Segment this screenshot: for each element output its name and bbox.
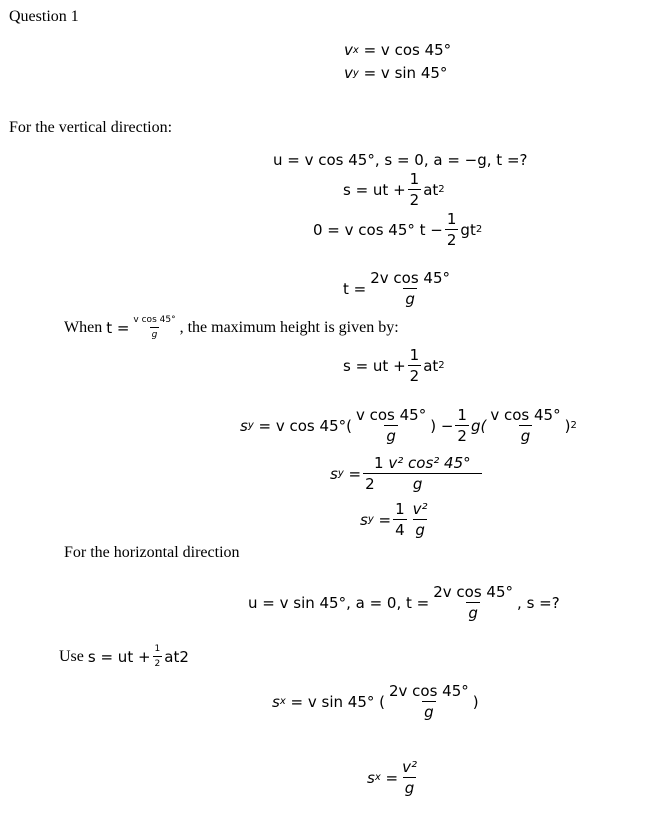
sy2-num-tail: v² cos² 45° <box>388 454 471 472</box>
sy3-f1-den: 4 <box>395 521 405 539</box>
sy1-f1-num: v cos 45° <box>355 406 427 424</box>
sy-equation-3 <box>360 502 432 538</box>
t-lhs: t = <box>343 279 367 298</box>
sy1-fraction-1 <box>354 408 428 444</box>
eq1-rhs: at <box>423 180 439 199</box>
sy1-g: g( <box>470 416 487 435</box>
sy1-f3-num: v cos 45° <box>490 406 561 424</box>
mh-eq-rhs: at <box>423 356 439 375</box>
sy1-mid: = v cos 45°( <box>258 416 352 435</box>
sy-equation-2 <box>330 456 484 492</box>
sx1-mid: = v sin 45° ( <box>290 692 385 711</box>
sy3-subscript: y <box>367 514 374 525</box>
sy2-numerator <box>372 456 473 473</box>
max-height-text: , the maximum height is given by: <box>179 319 399 336</box>
vertical-eq1 <box>343 172 445 208</box>
vx-equation <box>344 43 451 58</box>
sx1-symbol: s <box>272 692 280 711</box>
vertical-eq2 <box>313 212 482 248</box>
use-exponent: 2 <box>179 647 189 666</box>
vy-symbol: v <box>344 64 353 82</box>
use-equation-line <box>59 645 189 669</box>
h-given-fraction <box>431 585 515 621</box>
vx-symbol: v <box>344 41 353 59</box>
sy1-fraction-3 <box>488 408 562 444</box>
t-num: 2v cos 45° <box>370 269 451 287</box>
sy3-symbol: s <box>360 510 368 529</box>
sy3-eq: = <box>378 510 392 529</box>
sy2-eq: = <box>348 464 362 483</box>
use-fraction <box>153 645 163 669</box>
sy3-fraction-1 <box>393 502 407 538</box>
h-given-num: 2v cos 45° <box>433 583 514 601</box>
sx2-symbol: s <box>367 768 375 787</box>
horizontal-direction-label: For the horizontal direction <box>64 544 240 561</box>
h-given-den: g <box>468 604 478 622</box>
max-height-eq <box>343 348 445 384</box>
vy-subscript: y <box>352 67 359 79</box>
eq2-rhs: gt <box>460 220 476 239</box>
sy1-close: ) <box>564 416 571 435</box>
sx1-subscript: x <box>279 696 286 707</box>
vertical-given: u = v cos 45°, s = 0, a = −g, t =? <box>273 151 528 169</box>
t-den: g <box>405 290 415 308</box>
sy2-f1-den: 2 <box>365 475 375 493</box>
eq1-num: 1 <box>409 170 420 188</box>
sy2-subscript: y <box>337 468 344 479</box>
sy1-f2-den: 2 <box>457 427 467 445</box>
eq1-half-fraction <box>408 172 422 208</box>
sy1-fraction-2 <box>455 408 469 444</box>
sx1-den: g <box>424 703 434 721</box>
eq2-exponent: 2 <box>475 224 483 235</box>
sx1-close: ) <box>472 692 479 711</box>
eq2-den: 2 <box>446 231 457 249</box>
sy1-f1-den: g <box>386 427 396 445</box>
sx-equation-1 <box>272 684 479 720</box>
eq2-half-fraction <box>445 212 459 248</box>
sy3-f1-num: 1 <box>395 500 405 518</box>
use-den: 2 <box>153 656 163 669</box>
sx2-den: g <box>404 779 415 797</box>
sy1-f3-den: g <box>520 427 531 445</box>
sy1-after1: ) − <box>430 416 454 435</box>
h-given-lhs: u = v sin 45°, a = 0, t = <box>248 593 430 612</box>
vy-equation <box>344 66 447 81</box>
vertical-direction-label: For the vertical direction: <box>9 119 173 136</box>
use-text: Use <box>59 648 84 665</box>
mh-eq-exponent: 2 <box>438 360 445 371</box>
sy1-subscript: y <box>247 420 254 431</box>
sy3-f2-num: v² <box>412 500 428 518</box>
sy1-exponent: 2 <box>570 420 577 431</box>
t-fraction <box>368 271 452 307</box>
sx1-num: 2v cos 45° <box>388 682 469 700</box>
sy3-f2-den: g <box>415 521 425 539</box>
when-den: g <box>150 327 160 340</box>
sy1-f2-num: 1 <box>457 406 467 424</box>
when-num: v cos 45° <box>133 315 176 325</box>
sy2-symbol: s <box>330 464 338 483</box>
vx-rhs: = v cos 45° <box>363 41 452 59</box>
eq1-lhs: s = ut + <box>343 180 406 199</box>
sx2-subscript: x <box>374 772 381 783</box>
use-rhs: at <box>164 647 180 666</box>
sx-equation-2 <box>367 760 421 796</box>
sx2-num: v² <box>402 758 417 776</box>
mh-eq-den: 2 <box>409 367 420 385</box>
sy2-den: g <box>412 475 423 493</box>
sx1-fraction <box>387 684 471 720</box>
eq1-den: 2 <box>409 191 420 209</box>
sy2-denominator <box>363 473 481 492</box>
use-eq: s = ut + <box>87 647 151 666</box>
sy2-big-fraction <box>363 456 481 492</box>
horizontal-given <box>248 585 560 621</box>
vy-rhs: = v sin 45° <box>363 64 448 82</box>
sy2-f1-num: 1 <box>374 454 384 472</box>
mh-eq-lhs: s = ut + <box>343 356 406 375</box>
sx2-eq: = <box>385 768 399 787</box>
vx-subscript: x <box>352 44 359 56</box>
time-of-flight-equation <box>343 271 454 307</box>
sy-equation-1 <box>240 408 577 444</box>
eq1-exponent: 2 <box>438 184 445 195</box>
use-num: 1 <box>154 644 161 654</box>
mh-eq-num: 1 <box>409 346 420 364</box>
h-given-tail: , s =? <box>517 593 560 612</box>
when-text: When <box>64 319 103 336</box>
sx2-fraction <box>400 760 419 796</box>
eq2-lhs: 0 = v cos 45° t − <box>313 220 443 239</box>
eq2-num: 1 <box>446 210 457 228</box>
when-t: t = <box>106 318 130 337</box>
sy1-symbol: s <box>240 416 248 435</box>
sy3-fraction-2 <box>411 502 430 538</box>
mh-eq-fraction <box>408 348 422 384</box>
question-heading: Question 1 <box>9 8 79 25</box>
max-height-intro <box>64 316 399 340</box>
when-fraction <box>131 316 177 340</box>
